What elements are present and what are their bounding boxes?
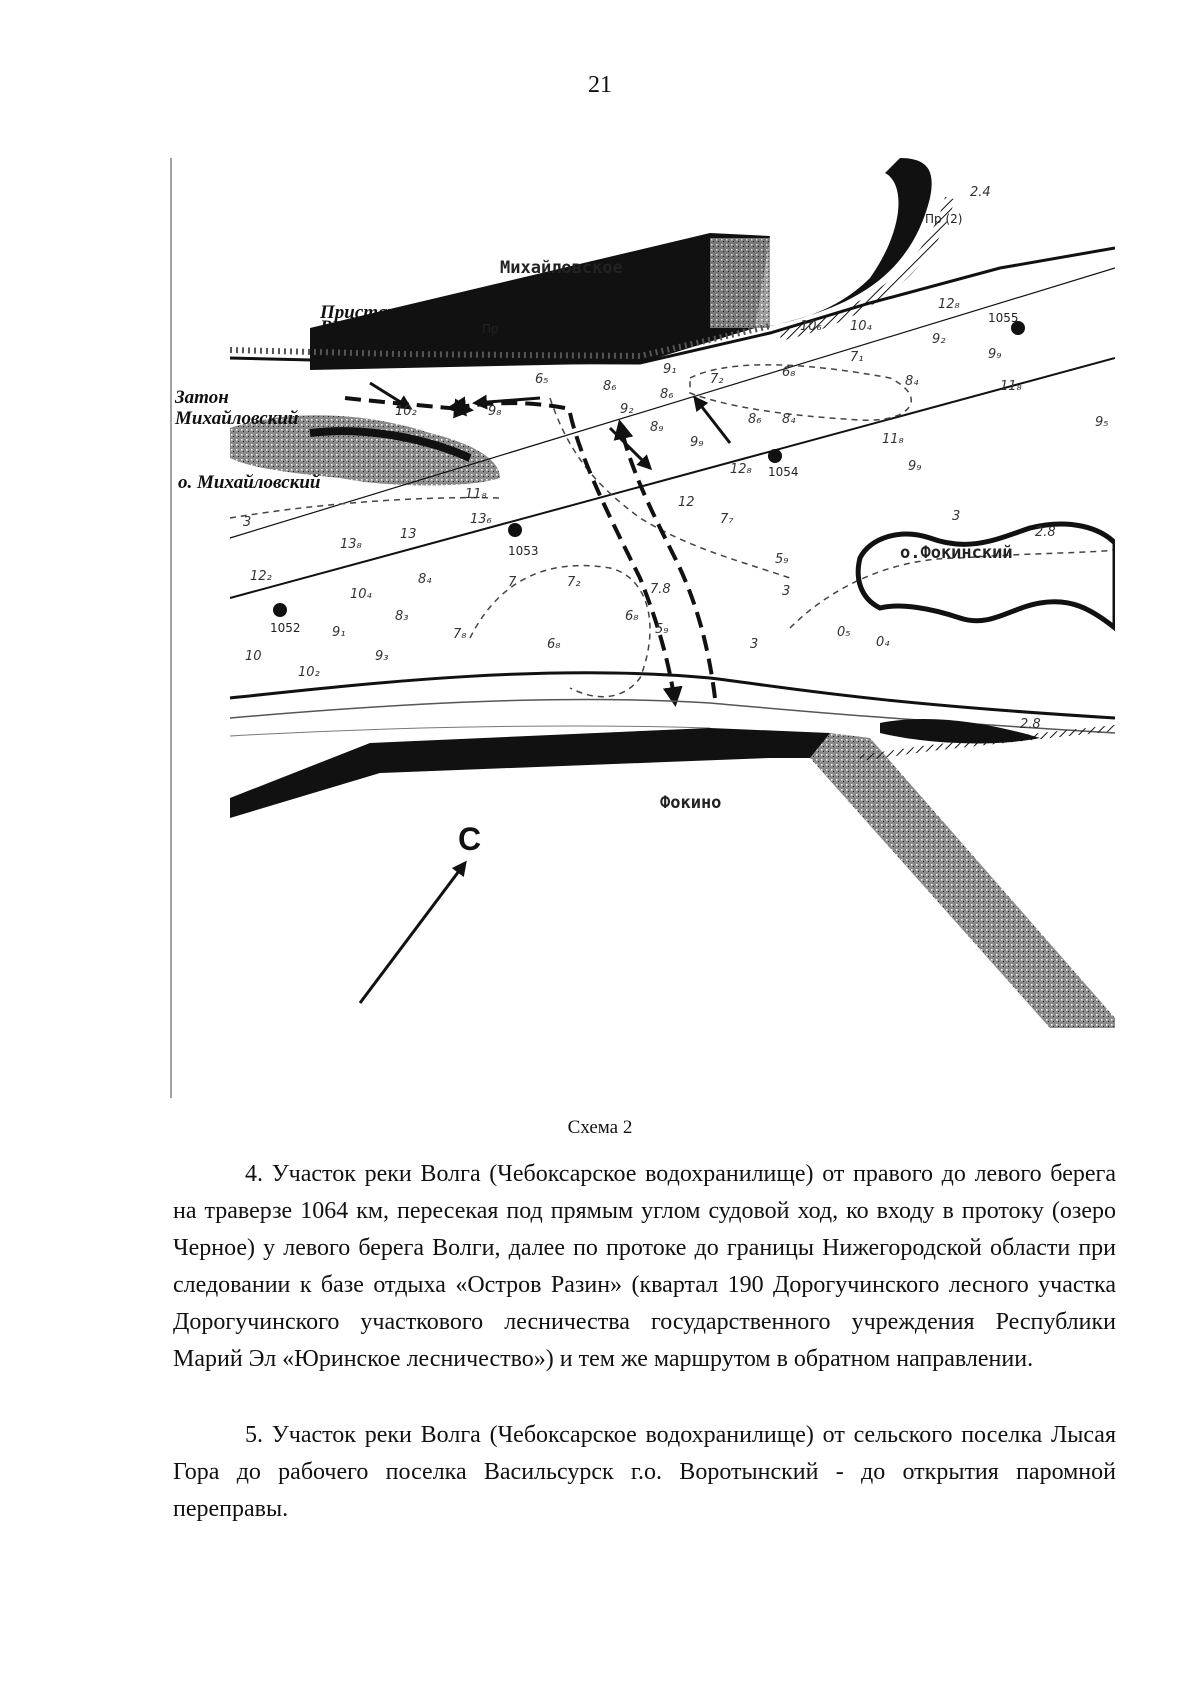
north-marker: С <box>458 821 482 857</box>
label-village-north: Михайловское <box>500 258 623 278</box>
svg-text:5₉: 5₉ <box>775 552 789 567</box>
svg-text:10₂: 10₂ <box>395 404 417 419</box>
km-post-1052 <box>270 603 301 635</box>
svg-text:9₂: 9₂ <box>932 332 946 347</box>
svg-text:2.8: 2.8 <box>1035 525 1056 540</box>
svg-text:9₁: 9₁ <box>663 362 677 377</box>
svg-text:1055: 1055 <box>988 311 1019 325</box>
svg-text:9₅: 9₅ <box>1095 415 1109 430</box>
svg-text:12₈: 12₈ <box>938 297 960 312</box>
svg-text:7.8: 7.8 <box>650 582 671 597</box>
svg-text:8₆: 8₆ <box>748 412 762 427</box>
svg-text:7₈: 7₈ <box>453 627 467 642</box>
svg-text:9₉: 9₉ <box>988 347 1002 362</box>
svg-text:8₄: 8₄ <box>782 412 796 427</box>
label-island-east: о.Фокинский <box>900 543 1013 563</box>
svg-text:8₄: 8₄ <box>905 374 919 389</box>
svg-text:8₄: 8₄ <box>418 572 432 587</box>
svg-text:7: 7 <box>508 575 517 590</box>
svg-text:3: 3 <box>750 637 759 652</box>
settlement-south <box>230 728 860 818</box>
paragraph-4: 4. Участок реки Волга (Чебоксарское водохранилище) от правого до левого берега на траверзе 1064 км, пересекая под прямым углом судовой ход, ко входу в протоку (озеро Черное) у левого берега Волги, далее по протоке до границы Нижегородской области при следовании к базе отдыха «Остров Разин» (квартал 190 Дорогучинского лесного участка Дорогучинского участкового лесничества государственного учреждения Республики Марий Эл «Юринское лесничество») и тем же маршрутом в обратном направлении. <box>173 1161 1116 1372</box>
north-arrow <box>360 863 465 1003</box>
svg-text:9₂: 9₂ <box>620 402 634 417</box>
svg-text:10₂: 10₂ <box>298 665 320 680</box>
paragraph-5: 5. Участок реки Волга (Чебоксарское водохранилище) от сельского поселка Лысая Гора до рабочего поселка Васильсурск г.о. Воротынский - до открытия паромной переправы. <box>173 1422 1116 1522</box>
label-backwater-2: Михайловский <box>175 408 299 429</box>
svg-text:12₈: 12₈ <box>730 462 752 477</box>
svg-text:10₄: 10₄ <box>350 587 372 602</box>
svg-text:2.8: 2.8 <box>1020 717 1041 732</box>
svg-text:6₅: 6₅ <box>535 372 549 387</box>
label-channel-tag: Пр <box>482 322 499 336</box>
svg-text:11₈: 11₈ <box>465 487 487 502</box>
svg-text:3: 3 <box>782 584 791 599</box>
label-island-west: о. Михайловский <box>178 472 321 493</box>
svg-text:3: 3 <box>952 509 961 524</box>
svg-text:1053: 1053 <box>508 544 539 558</box>
svg-text:13₆: 13₆ <box>470 512 492 527</box>
svg-text:6₈: 6₈ <box>625 609 639 624</box>
svg-text:13₈: 13₈ <box>340 537 362 552</box>
svg-text:6₈: 6₈ <box>547 637 561 652</box>
svg-text:8₆: 8₆ <box>603 379 617 394</box>
island-east <box>858 524 1115 628</box>
svg-text:8₃: 8₃ <box>395 609 409 624</box>
svg-text:7₂: 7₂ <box>710 372 724 387</box>
svg-text:7₂: 7₂ <box>567 575 581 590</box>
label-backwater-1: Затон <box>175 387 229 408</box>
figure-caption: Схема 2 <box>567 1117 633 1138</box>
svg-text:9₃: 9₃ <box>375 649 389 664</box>
svg-text:6₈: 6₈ <box>782 365 796 380</box>
svg-text:12: 12 <box>678 495 695 510</box>
svg-text:1052: 1052 <box>270 621 301 635</box>
svg-text:1054: 1054 <box>768 465 799 479</box>
svg-text:10: 10 <box>245 649 262 664</box>
km-post-1054 <box>768 449 799 479</box>
svg-text:11₈: 11₈ <box>1000 379 1022 394</box>
svg-text:0₅: 0₅ <box>837 625 851 640</box>
svg-text:2.4: 2.4 <box>970 185 991 200</box>
label-pier-1: Пристань <box>320 302 407 323</box>
label-pier-2: Разнежье <box>320 317 402 338</box>
svg-text:11₈: 11₈ <box>882 432 904 447</box>
svg-text:10₄: 10₄ <box>850 319 872 334</box>
svg-text:3: 3 <box>243 515 252 530</box>
label-village-south: Фокино <box>660 793 722 813</box>
svg-text:5₉: 5₉ <box>655 622 669 637</box>
svg-text:10₆: 10₆ <box>800 319 822 334</box>
svg-text:12₂: 12₂ <box>250 569 272 584</box>
svg-text:9₈: 9₈ <box>488 404 502 419</box>
km-post-1055 <box>988 311 1025 335</box>
svg-text:0₄: 0₄ <box>876 635 890 650</box>
km-post-1053 <box>508 523 539 558</box>
label-buoy-tag: Пр (2) <box>925 212 963 226</box>
svg-text:8₆: 8₆ <box>660 387 674 402</box>
svg-text:7₁: 7₁ <box>850 350 864 365</box>
svg-text:9₉: 9₉ <box>908 459 922 474</box>
navigation-chart <box>170 158 1115 1098</box>
svg-text:13: 13 <box>400 527 417 542</box>
page-number: 21 <box>588 72 612 98</box>
svg-text:9₁: 9₁ <box>332 625 346 640</box>
svg-text:8₉: 8₉ <box>650 420 664 435</box>
svg-text:9₉: 9₉ <box>690 435 704 450</box>
svg-text:7₇: 7₇ <box>720 512 734 527</box>
